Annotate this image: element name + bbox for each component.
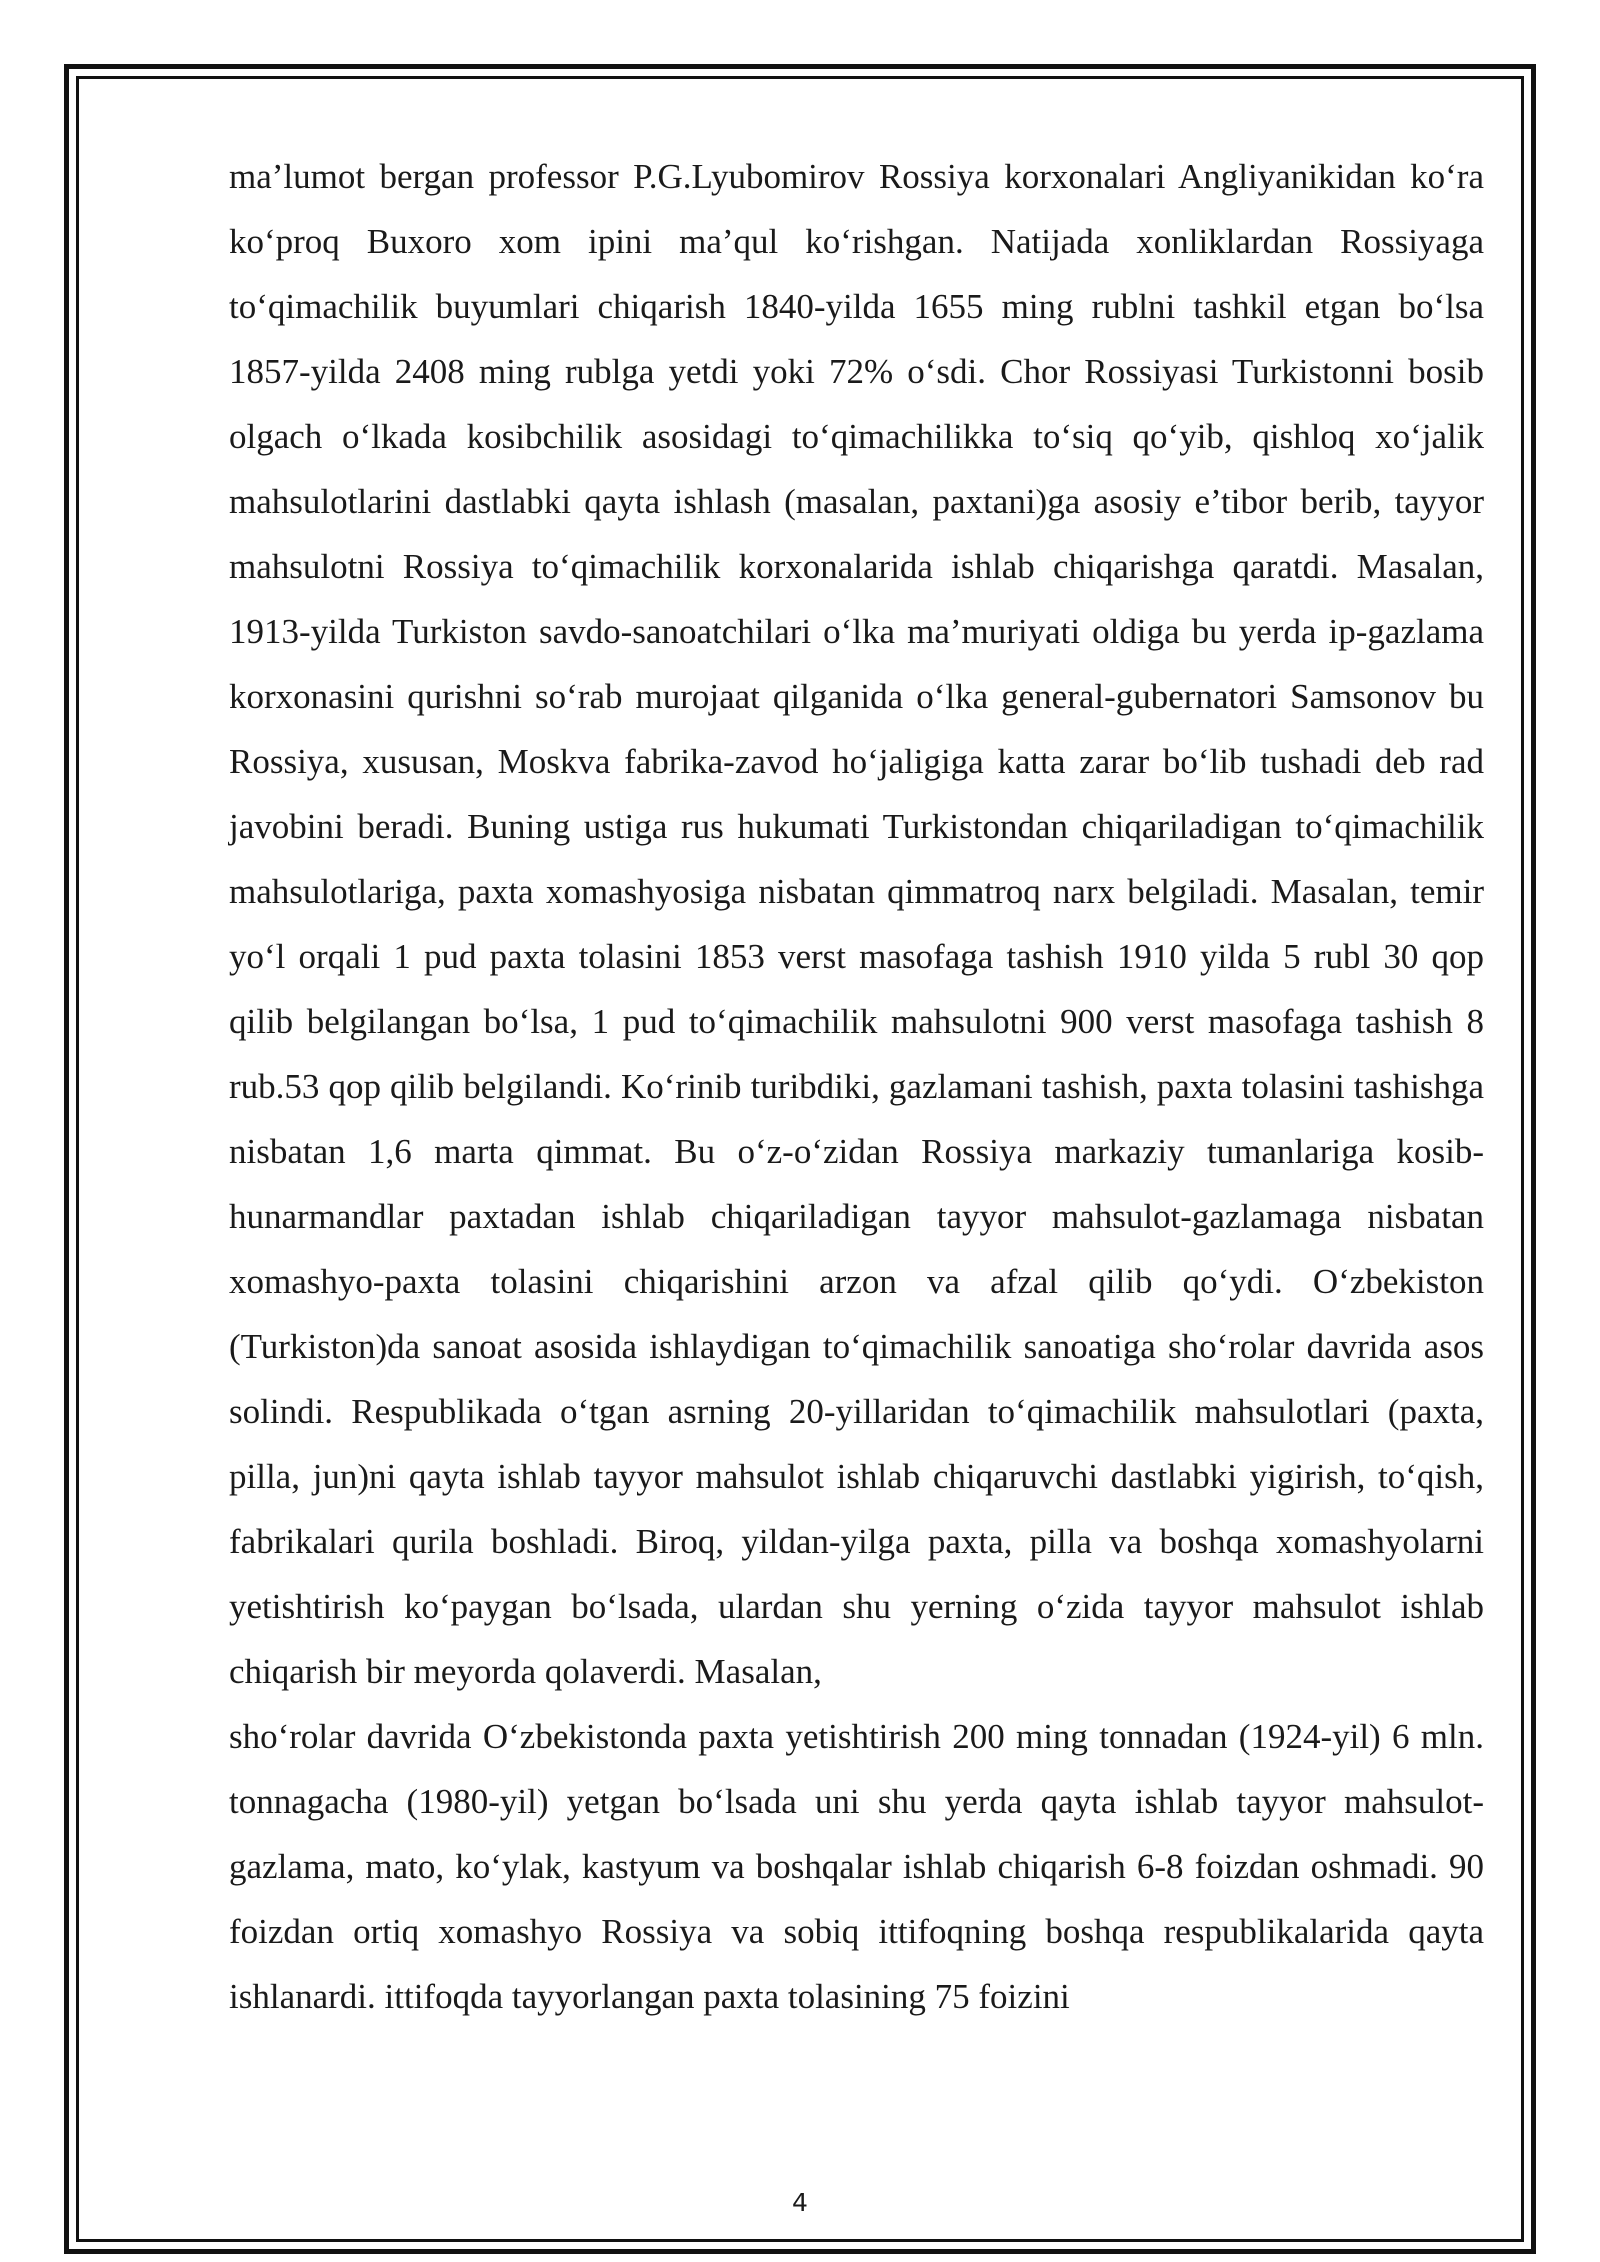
body-paragraph-1: ma’lumot bergan professor P.G.Lyubomirov Rossiya korxonalari Angliyanikidan ko‘ra ko‘proq Buxoro xom ipini ma’qul ko‘rishgan. Natijada xonliklardan Rossiyaga to‘qimachilik buyumlari chiqarish 1840-yilda 1655 ming rublni tashkil etgan bo‘lsa 1857-yilda 2408 ming rublga yetdi yoki 72% o‘sdi. Chor Rossiyasi Turkistonni bosib olgach o‘lkada kosibchilik asosidagi to‘qimachilikka to‘siq qo‘yib, qishloq xo‘jalik mahsulotlarini dastlabki qayta ishlash (masalan, paxtani)ga asosiy e’tibor berib, tayyor mahsulotni Rossiya to‘qimachilik korxonalarida ishlab chiqarishga qaratdi. Masalan, 1913-yilda Turkiston savdo-sanoatchilari o‘lka ma’muriyati oldiga bu yerda ip-gazlama korxonasini qurishni so‘rab murojaat qilganida o‘lka general-gubernatori Samsonov bu Rossiya, xususan, Moskva fabrika-zavod ho‘jaligiga katta zarar bo‘lib tushadi deb rad javobini beradi. Buning ustiga rus hukumati Turkistondan chiqariladigan to‘qimachilik mahsulotlariga, paxta xomashyosiga nisbatan qimmatroq narx belgiladi. Masalan, temir yo‘l orqali 1 pud paxta tolasini 1853 verst masofaga tashish 1910 yilda 5 rubl 30 qop qilib belgilangan bo‘lsa, 1 pud to‘qimachilik mahsulotni 900 verst masofaga tashish 8 rub.53 qop qilib belgilandi. Ko‘rinib turibdiki, gazlamani tashish, paxta tolasini tashishga nisbatan 1,6 marta qimmat. Bu o‘z-o‘zidan Rossiya markaziy tumanlariga kosib-hunarmandlar paxtadan ishlab chiqariladigan tayyor mahsulot-gazlamaga nisbatan xomashyo-paxta tolasini chiqarishini arzon va afzal qilib qo‘ydi. O‘zbekiston (Turkiston)da sanoat asosida ishlaydigan to‘qimachilik sanoatiga sho‘rolar davrida asos solindi. Respublikada o‘tgan asrning 20-yillaridan to‘qimachilik mahsulotlari (paxta, pilla, jun)ni qayta ishlab tayyor mahsulot ishlab chiqaruvchi dastlabki yigirish, to‘qish, fabrikalari qurila boshladi. Biroq, yildan-yilga paxta, pilla va boshqa xomashyolarni yetishtirish ko‘paygan bo‘lsada, ulardan shu yerning o‘zida tayyor mahsulot ishlab chiqarish bir meyorda qolaverdi. Masalan, bbox=[229, 157, 1484, 1691]
document-body bbox=[229, 144, 1484, 2029]
body-paragraph-2: sho‘rolar davrida O‘zbekistonda paxta yetishtirish 200 ming tonnadan (1924-yil) 6 mln. tonnagacha (1980-yil) yetgan bo‘lsada uni shu yerda qayta ishlab tayyor mahsulot-gazlama, mato, ko‘ylak, kastyum va boshqalar ishlab chiqarish 6-8 foizdan oshmadi. 90 foizdan ortiq xomashyo Rossiya va sobiq ittifoqning boshqa respublikalarida qayta ishlanardi. ittifoqda tayyorlangan paxta tolasining 75 foizini bbox=[229, 1717, 1484, 2016]
page-number: 4 bbox=[792, 2188, 808, 2217]
